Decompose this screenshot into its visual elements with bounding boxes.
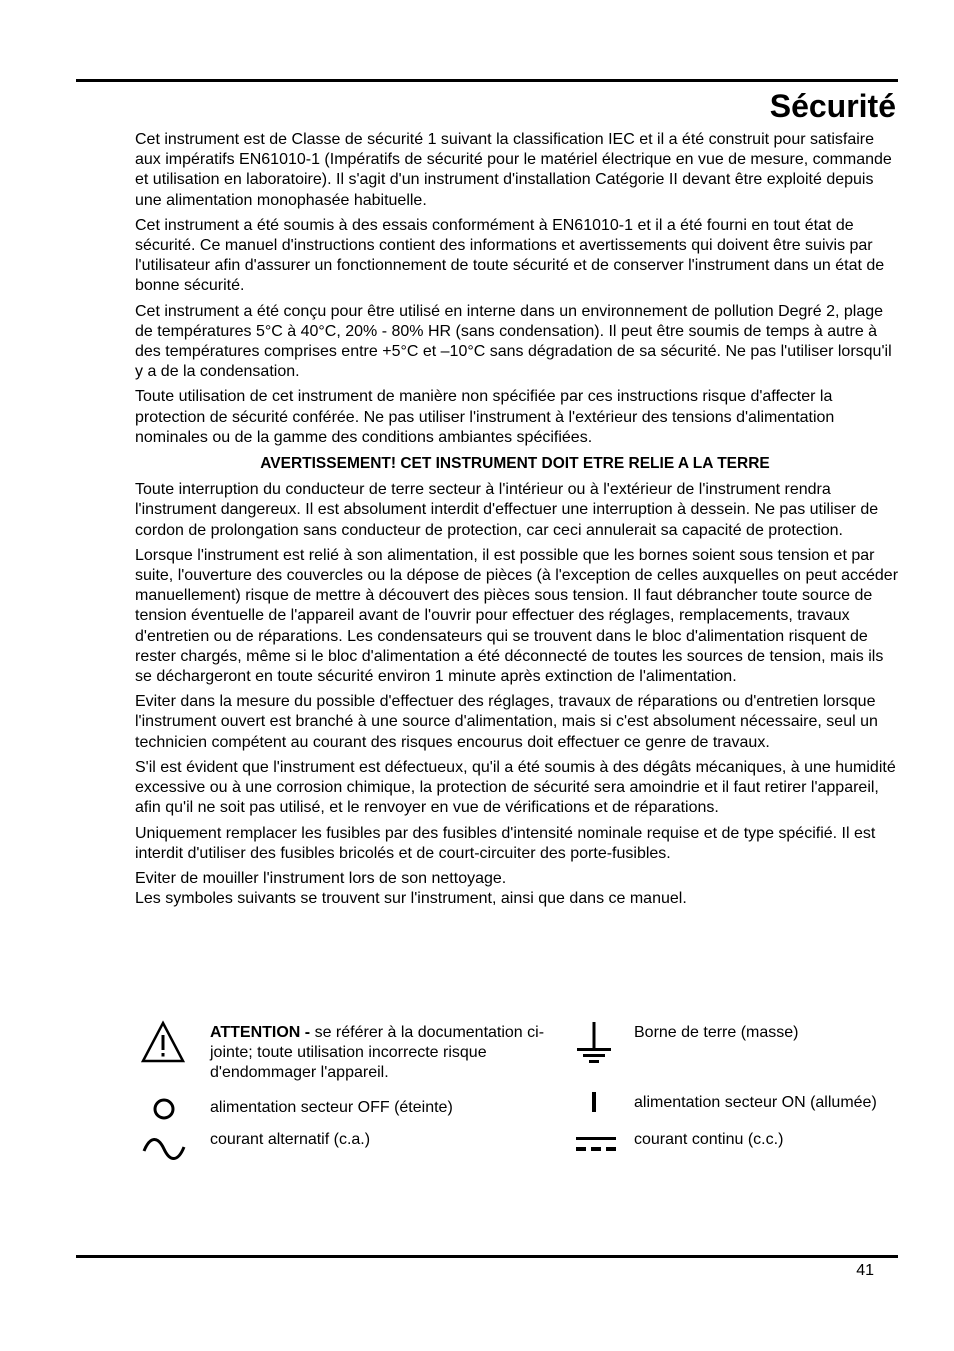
dc-description: courant continu (c.c.) bbox=[634, 1131, 784, 1148]
paragraph: Cet instrument est de Classe de sécurité 1 suivant la classification IEC et il a été construit pour satisfaire aux impératifs EN61010-1 (Impératifs de sécurité pour le matériel électrique en vue de mesure, commande et utilisation en laboratoire). Il s'agit d'un instrument d'installation Catégorie II devant être exploité depuis une alimentation monophasée habituelle. bbox=[135, 131, 892, 209]
off-description: alimentation secteur OFF (éteinte) bbox=[210, 1099, 453, 1116]
paragraph: Toute interruption du conducteur de terre secteur à l'intérieur ou à l'extérieur de l'instrument rendra l'instrument dangereux. Il est absolument interdit d'effectuer une interruption à dessein. Ne pas utiliser de cordon de prolongation sans conducteur de protection, car ceci annulerait sa capacité de protection. bbox=[135, 481, 879, 539]
paragraph: Lorsque l'instrument est relié à son alimentation, il est possible que les bornes soient sous tension et par suite, l'ouverture des couvercles ou la dépose de pièces (à l'exception de celles auxquelles on peut accéder manuellement) risque de mettre à découvert des pièces sous tension. Il faut débrancher toute source de tension éventuelle de l'appareil avant de l'ouvrir pour effectuer des réglages, remplacements, travaux d'entretien ou de réparations. Les condensateurs qui se trouvent dans le bloc d'alimentation risquent de rester chargés, même si le bloc d'alimentation a été déconnecté de toutes les sources de tension, mais ils se déchargeront en toute sécurité environ 1 minute après extinction de l'alimentation. bbox=[135, 546, 899, 686]
attention-text: se référer à la documentation ci-jointe; toute utilisation incorrecte risque d'endommager l'appareil. bbox=[210, 1024, 545, 1082]
ac-sine-icon bbox=[141, 1134, 187, 1164]
paragraph: S'il est évident que l'instrument est défectueux, qu'il a été soumis à des dégâts mécaniques, à une humidité excessive ou à une corrosion chimique, la protection de sécurité sera amoindrie et il faut retirer l'appareil, afin qu'il ne soit pas utilisé, et le renvoyer en vue de vérifications et de réparations. bbox=[135, 758, 896, 817]
earth-warning: AVERTISSEMENT! CET INSTRUMENT DOIT ETRE RELIE A LA TERRE bbox=[260, 455, 770, 473]
ac-description: courant alternatif (c.a.) bbox=[210, 1131, 371, 1148]
dc-icon bbox=[575, 1135, 617, 1155]
page-title: Sécurité bbox=[769, 88, 896, 124]
paragraph: Cet instrument a été conçu pour être utilisé en interne dans un environnement de pollution Degré 2, plage de températures 5°C à 40°C, 20% - 80% HR (sans condensation). Il peut être soumis de temps à autre à des températures comprises entre +5°C et –10°C sans dégradation de sa sécurité. Ne pas l'utiliser lorsqu'il y a de la condensation. bbox=[135, 302, 892, 381]
paragraph: Eviter dans la mesure du possible d'effectuer des réglages, travaux de réparations ou d'entretien lorsque l'instrument ouvert est branché à une source d'alimentation, mais si c'est absolument nécessaire, seul un technicien compétent au courant des risques encourus doit effectuer ce genre de travaux. bbox=[135, 693, 878, 751]
body-text bbox=[135, 130, 900, 909]
cleaning-note: Eviter de mouiller l'instrument lors de son nettoyage. bbox=[135, 869, 507, 887]
power-on-bar-icon bbox=[589, 1091, 599, 1113]
symbols-intro: Les symboles suivants se trouvent sur l'instrument, ainsi que dans ce manuel. bbox=[135, 890, 687, 908]
earth-description: Borne de terre (masse) bbox=[634, 1024, 799, 1041]
paragraph: Cet instrument a été soumis à des essais conformément à EN61010-1 et il a été fourni en tout état de sécurité. Ce manuel d'instructions contient des informations et avertissements qui doivent être suivis par l'utilisateur afin d'assurer un fonctionnement de toute sécurité et de conserver l'instrument dans un état de bonne sécurité. bbox=[135, 216, 885, 295]
top-rule bbox=[76, 79, 898, 82]
attention-label: ATTENTION - bbox=[210, 1024, 311, 1041]
warning-triangle-icon bbox=[140, 1020, 186, 1064]
symbols-table bbox=[135, 1020, 905, 1170]
bottom-rule bbox=[76, 1255, 898, 1258]
on-description: alimentation secteur ON (allumée) bbox=[634, 1094, 877, 1111]
paragraph: Uniquement remplacer les fusibles par des fusibles d'intensité nominale requise et de type spécifié. Il est interdit d'utiliser des fusibles bricolés et de court-circuiter des porte-fusibles. bbox=[135, 824, 876, 862]
ground-icon bbox=[575, 1021, 613, 1063]
attention-description bbox=[210, 1023, 560, 1084]
paragraph bbox=[135, 869, 900, 909]
page-number: 41 bbox=[856, 1262, 874, 1279]
paragraph: Toute utilisation de cet instrument de manière non spécifiée par ces instructions risque d'affecter la protection de sécurité conférée. Ne pas utiliser l'instrument à l'extérieur des tensions d'alimentation nominales ou de la gamme des conditions ambiantes spécifiées. bbox=[135, 388, 835, 446]
power-off-circle-icon bbox=[152, 1097, 176, 1121]
